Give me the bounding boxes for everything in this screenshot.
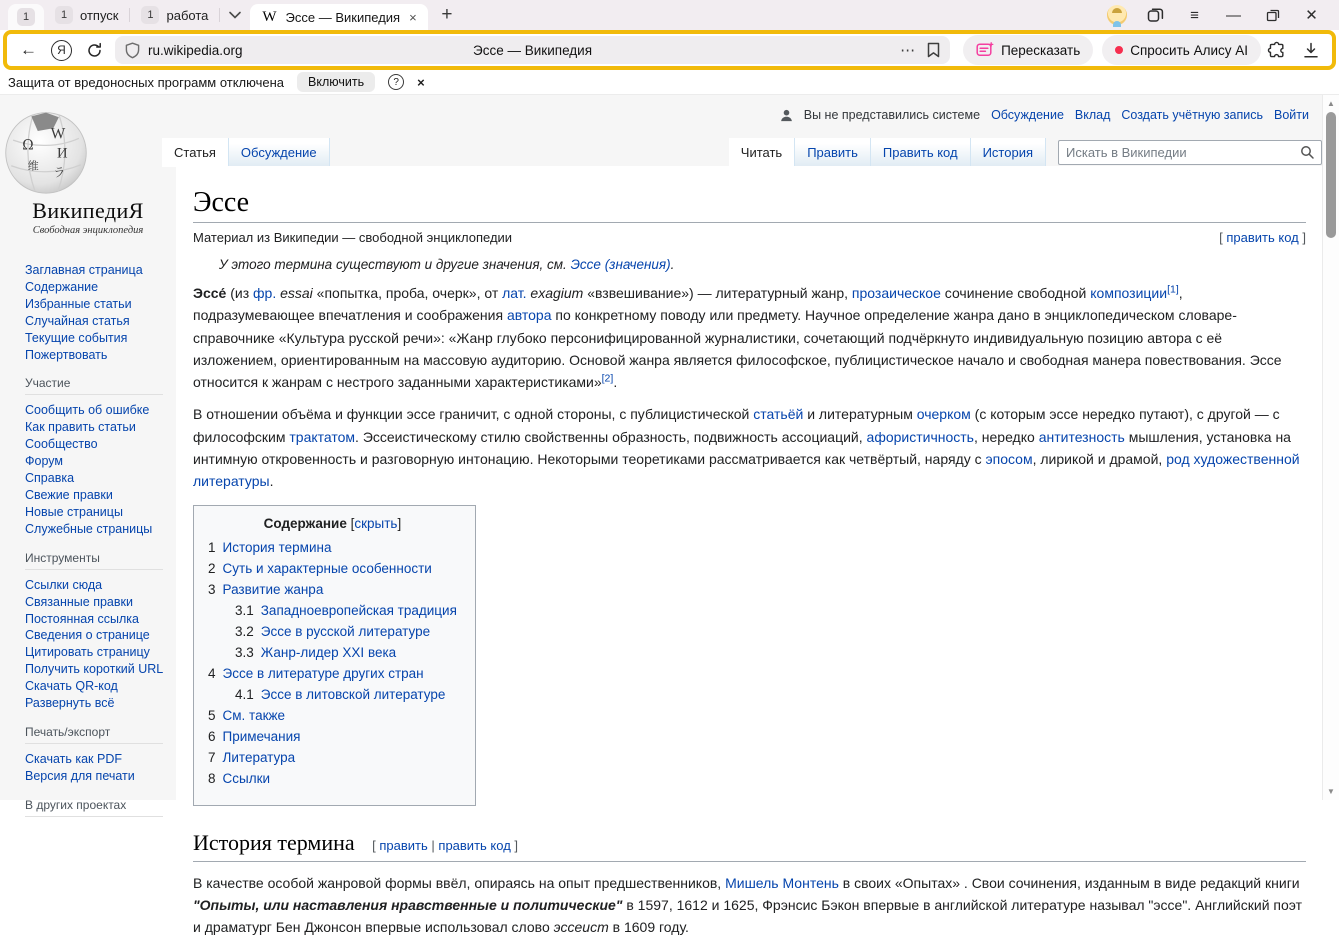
inline-link[interactable]: очерком (916, 406, 971, 423)
toc-link[interactable]: Эссе в литературе других стран (222, 665, 424, 681)
toc-item[interactable] (208, 729, 457, 744)
downloads-icon[interactable] (1294, 42, 1327, 59)
toc-number: 5 (208, 707, 216, 723)
sidebar-link[interactable]: Скачать как PDF (25, 751, 122, 766)
sidebar-link[interactable]: Скачать QR-код (25, 679, 118, 694)
wiki-sidebar (0, 95, 176, 812)
wiki-wordmark: ВикипедиЯ (32, 198, 144, 223)
bookmark-icon[interactable] (927, 42, 940, 58)
close-window-icon[interactable]: ✕ (1305, 7, 1318, 24)
toc-number: 7 (208, 749, 216, 765)
table-of-contents (193, 505, 476, 806)
toc-link[interactable]: Ссылки (222, 770, 271, 786)
sidebar-heading: Печать/экспорт (25, 725, 163, 744)
svg-text:ラ: ラ (53, 165, 66, 180)
toc-item[interactable] (208, 624, 457, 639)
personal-link[interactable]: Создать учётную запись (1121, 108, 1264, 122)
sidebar-link[interactable]: Ссылки сюда (25, 577, 103, 592)
history-paragraph: В качестве особой жанровой формы ввёл, опираясь на опыт предшественников, Мишель Монтень в своих «Опытах» . Свои сочинения, изданным в виде редакций книги "Опыты, или наставления нравственные и политические" в 1597, 1612 и 1625, Фрэнсис Бэкон впервые в английской литературе называл "эссе". Английский поэт и драматург Бен Джонсон впервые использовал слово эссеист в 1609 году. (193, 874, 1303, 936)
toc-number: 8 (208, 770, 216, 786)
sidebar-link[interactable]: Сообщить об ошибке (25, 403, 150, 418)
intro-paragraph-1: Эссе́ (из фр. essai «попытка, проба, очерк», от лат. exagium «взвешивание») — литературный жанр, прозаическое сочинение свободной композиции[1], подразумевающее впечатления и соображения автора по конкретному поводу или предмету. Научное определение жанра дано в энциклопедическом словаре-справочнике «Культура русской речи»: «Жанр глубоко персонифицированной журналистики, сочетающий подчёркнуто индивидуальную позицию автора с её изложением, ориентированным на массовую аудиторию. Основой жанра является философское, публицистическое начало и свободная манера повествования. Эссе относится к жанрам с нестрого заданными характеристиками»[2]. (193, 283, 1282, 391)
sidebar-link[interactable]: Избранные статьи (25, 296, 132, 311)
inline-link[interactable]: править (379, 837, 428, 853)
toc-item[interactable] (208, 687, 457, 702)
tab-group[interactable] (44, 0, 129, 30)
summarize-label: Пересказать (1001, 42, 1081, 58)
wikipedia-page (0, 95, 1339, 936)
protection-notification (0, 70, 1339, 95)
tab-close-icon[interactable]: × (409, 9, 417, 25)
personal-link[interactable]: Войти (1274, 108, 1309, 122)
personal-link[interactable]: Вклад (1074, 108, 1111, 122)
sidebar-link[interactable]: Цитировать страницу (25, 645, 150, 660)
intro-paragraph-2: В отношении объёма и функции эссе граничит, с одной стороны, с публицистической статьёй и литературным очерком (с которым эссе нередко путают), с другой — с философским трактатом. Эссеистическому стилю свойственны образность, подвижность ассоциаций, афористичность, нередко антитезность мышления, установка на интимную откровенность и разговорную интонацию. Некоторыми теоретиками рассматривается как четвёртый, наряду с эпосом, лирикой и драмой, род художественной литературы. (193, 406, 1300, 490)
view-tab[interactable]: Править (795, 138, 871, 166)
wikipedia-favicon-icon: W (262, 8, 277, 25)
inline-link[interactable]: править код (1226, 230, 1299, 245)
sidebar-link[interactable]: Связанные правки (25, 594, 133, 609)
sidebar-section (25, 262, 168, 363)
wiki-tagline: Свободная энциклопедия (32, 225, 144, 236)
menu-icon[interactable]: ≡ (1190, 6, 1199, 24)
scrollbar-thumb[interactable] (1326, 112, 1336, 238)
sidebar-section (25, 725, 168, 785)
window-controls (1097, 0, 1331, 30)
not-logged-text: Вы не представились системе (803, 108, 981, 122)
page-title-in-bar: Эссе — Википедия (473, 42, 593, 58)
sidebar-link[interactable]: Текущие события (25, 330, 128, 345)
reload-icon[interactable] (78, 42, 111, 59)
inline-link[interactable]: эпосом (985, 451, 1033, 468)
section-edit-links[interactable]: [ править | править код ] (372, 837, 519, 853)
toc-item[interactable] (208, 603, 457, 618)
url-field[interactable] (115, 36, 950, 64)
sidebar-heading: Участие (25, 376, 163, 395)
inline-link[interactable]: прозаическое (851, 285, 941, 301)
inline-link[interactable]: род художественной литературы (193, 451, 1300, 490)
page-scrollbar[interactable] (1322, 95, 1339, 800)
inline-link[interactable]: антитезность (1038, 428, 1125, 445)
sidebar-heading: В других проектах (25, 798, 163, 817)
sidebar-link[interactable]: Заглавная страница (25, 263, 143, 277)
alice-icon (1115, 46, 1123, 54)
toc-items (208, 540, 457, 786)
svg-text:W: W (50, 125, 66, 143)
article-content (176, 166, 1322, 936)
view-tab[interactable]: Править код (871, 138, 971, 166)
toc-item[interactable] (208, 750, 457, 765)
toc-link[interactable]: Эссе в литовской литературе (260, 686, 446, 702)
toc-number: 3 (208, 581, 216, 597)
sidebar-link[interactable]: Справка (25, 471, 75, 486)
wiki-tabstrip (162, 138, 1322, 167)
toc-link[interactable]: Развитие жанра (222, 581, 324, 597)
footnote-link[interactable]: [1] (1167, 283, 1179, 296)
search-input[interactable] (1066, 145, 1300, 160)
scroll-down-icon[interactable]: ▼ (1327, 787, 1335, 796)
namespace-tab[interactable]: Статья (162, 138, 229, 167)
sidebar-section (25, 798, 168, 817)
footnote-link[interactable]: [2] (601, 372, 614, 385)
sidebar-link[interactable]: Свежие правки (25, 487, 113, 502)
inline-link[interactable]: лат. (502, 285, 527, 301)
summarize-chat-icon (976, 42, 994, 58)
svg-text:И: И (56, 145, 68, 162)
tab-groups-chevron-icon[interactable] (220, 11, 250, 19)
view-tab[interactable]: Читать (729, 138, 795, 167)
sidebar-nav (0, 236, 176, 817)
toc-number: 4.1 (235, 686, 254, 702)
tab-group[interactable] (130, 0, 219, 30)
help-icon[interactable]: ? (388, 74, 404, 90)
article-title: Эссе (193, 185, 1306, 223)
more-actions-icon[interactable]: ⋯ (900, 42, 916, 59)
toc-link[interactable]: Западноевропейская традиция (260, 602, 457, 618)
toc-item[interactable] (208, 582, 457, 597)
sidebar-link[interactable]: Форум (25, 454, 63, 469)
tab-counter-badge: 1 (17, 8, 35, 26)
wiki-logo[interactable] (0, 95, 176, 236)
inline-link[interactable]: скрыть (354, 515, 398, 531)
sidebar-link[interactable]: Служебные страницы (25, 521, 153, 536)
sidebar-link[interactable]: Пожертвовать (25, 347, 108, 362)
scroll-up-icon[interactable]: ▲ (1327, 99, 1335, 108)
sidebar-section (25, 551, 168, 712)
toc-link[interactable]: Жанр-лидер XXI века (260, 644, 397, 660)
url-text: ru.wikipedia.org (148, 42, 243, 58)
tab-group-mini[interactable] (8, 4, 44, 30)
toc-hide-link[interactable]: [скрыть] (350, 515, 402, 531)
toc-title: Содержание (263, 515, 347, 531)
inline-link[interactable]: композиции (1090, 285, 1168, 301)
wiki-search (1058, 140, 1322, 165)
toc-item[interactable] (208, 561, 457, 576)
sidebar-link[interactable]: Как править статьи (25, 420, 136, 435)
toc-link[interactable]: См. также (222, 707, 286, 723)
extensions-puzzle-icon[interactable] (1261, 41, 1294, 60)
inline-link[interactable]: Эссе (значения) (570, 257, 671, 272)
notification-close-icon[interactable]: × (417, 74, 425, 90)
sidebar-link[interactable]: Случайная статья (25, 313, 130, 328)
toc-number: 1 (208, 539, 216, 555)
view-tabs (729, 138, 1046, 166)
ask-alice-label: Спросить Алису AI (1130, 42, 1248, 58)
wikipedia-globe-icon (0, 109, 92, 195)
search-icon[interactable] (1300, 145, 1314, 159)
inline-link[interactable]: править код (438, 837, 511, 853)
toc-link[interactable]: Эссе в русской литературе (260, 623, 431, 639)
notification-text: Защита от вредоносных программ отключена (8, 74, 285, 90)
personal-bar (780, 108, 1309, 122)
inline-link[interactable]: статьёй (753, 406, 804, 423)
toc-number: 3.3 (235, 644, 254, 660)
tab-counter-badge: 1 (141, 6, 159, 24)
section-title: История термина (193, 829, 355, 855)
toc-number: 3.1 (235, 602, 254, 618)
new-tab-button[interactable]: + (441, 4, 453, 25)
toc-item[interactable] (208, 708, 457, 723)
user-icon (780, 109, 793, 122)
edit-code-link[interactable]: [ править код ] (1219, 230, 1306, 245)
toc-link[interactable]: Литература (222, 749, 296, 765)
svg-text:维: 维 (27, 159, 39, 173)
inline-link[interactable]: фр. (253, 285, 277, 301)
user-avatar-icon (1107, 5, 1127, 25)
toc-number: 6 (208, 728, 216, 744)
tab-group-label: отпуск (80, 7, 119, 23)
profile-avatar[interactable] (1097, 0, 1136, 30)
address-bar (3, 30, 1336, 70)
yandex-icon[interactable]: Я (45, 40, 78, 61)
minimize-icon[interactable]: — (1226, 6, 1241, 24)
sidebar-link[interactable]: Сообщество (25, 437, 98, 452)
article-subtitle: Материал из Википедии — свободной энциклопедии (193, 230, 513, 245)
namespace-tabs (162, 138, 330, 166)
inline-link[interactable]: трактатом (289, 428, 356, 445)
tab-group-label: работа (166, 7, 209, 23)
sidebar-link[interactable]: Развернуть всё (25, 696, 115, 711)
sidebar-section (25, 376, 168, 537)
inline-link[interactable]: афористичность (866, 428, 974, 445)
toc-link[interactable]: Примечания (222, 728, 301, 744)
personal-link[interactable]: Обсуждение (991, 108, 1064, 122)
personal-links (991, 108, 1309, 122)
restore-icon[interactable] (1253, 0, 1292, 30)
inline-link[interactable]: Мишель Монтень (725, 874, 839, 891)
sidebar-link[interactable]: Получить короткий URL (25, 662, 164, 677)
toc-item[interactable] (208, 645, 457, 660)
sidebar-link[interactable]: Версия для печати (25, 768, 135, 783)
sidebar-link[interactable]: Постоянная ссылка (25, 611, 139, 626)
sidebar-link[interactable]: Содержание (25, 279, 99, 294)
sidebar-heading: Инструменты (25, 551, 163, 570)
toc-item[interactable] (208, 771, 457, 786)
tab-panels-icon[interactable] (1136, 0, 1175, 30)
tab-bar (0, 0, 1339, 30)
namespace-tab[interactable]: Обсуждение (229, 138, 330, 166)
active-tab-title: Эссе — Википедия (285, 9, 401, 25)
svg-text:Ω: Ω (22, 137, 34, 154)
inline-link[interactable]: автора (506, 307, 552, 324)
toc-number: 4 (208, 665, 216, 681)
sidebar-link[interactable]: Новые страницы (25, 504, 123, 519)
toc-item[interactable] (208, 666, 457, 681)
hatnote: У этого термина существуют и другие значения, см. Эссе (значения). (219, 257, 675, 272)
toc-number: 3.2 (235, 623, 254, 639)
tab-groups (8, 0, 220, 30)
summarize-button[interactable] (963, 35, 1093, 65)
back-icon[interactable]: ← (20, 40, 37, 59)
enable-protection-button[interactable]: Включить (297, 72, 375, 92)
toc-item[interactable] (208, 540, 457, 555)
ask-alice-button[interactable] (1102, 35, 1261, 65)
tab-counter-badge: 1 (55, 6, 73, 24)
active-tab[interactable] (250, 4, 428, 30)
sidebar-link[interactable]: Сведения о странице (25, 628, 150, 643)
toc-link[interactable]: Суть и характерные особенности (222, 560, 432, 576)
toc-link[interactable]: История термина (222, 539, 332, 555)
view-tab[interactable]: История (971, 138, 1046, 166)
toc-number: 2 (208, 560, 216, 576)
